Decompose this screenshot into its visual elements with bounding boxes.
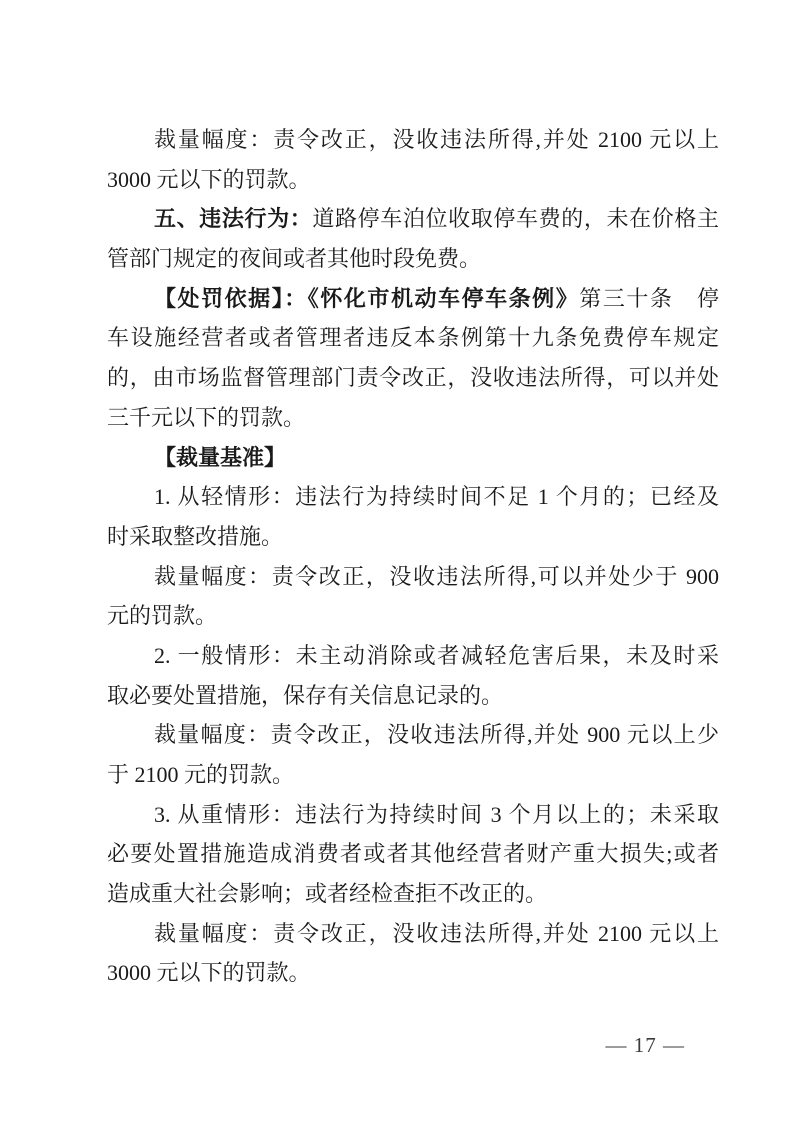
text-segment: 三千元以下的罚款。 — [107, 404, 306, 430]
text-segment: 裁量幅度：责令改正，没收违法所得,可以并处少于 900 — [154, 563, 719, 589]
text-line — [107, 755, 719, 795]
text-line — [107, 120, 719, 160]
text-segment: 必要处置措施造成消费者或者其他经营者财产重大损失;或者 — [107, 841, 719, 867]
text-line — [107, 199, 719, 239]
bold-text-segment: 【裁量基准】 — [154, 444, 287, 470]
text-segment: 元的罚款。 — [107, 603, 218, 629]
text-segment: 车设施经营者或者管理者违反本条例第十九条免费停车规定 — [107, 325, 719, 351]
text-segment: 取必要处置措施，保存有关信息记录的。 — [107, 682, 504, 708]
page-number: — 17 — — [605, 1033, 685, 1057]
text-segment: 2. 一般情形：未主动消除或者减轻危害后果，未及时采 — [154, 642, 719, 668]
text-segment: 裁量幅度：责令改正，没收违法所得,并处 2100 元以上 — [154, 127, 719, 152]
document-body — [107, 120, 719, 993]
text-segment: 于 2100 元的罚款。 — [107, 762, 295, 787]
bold-text-segment: 【处罚依据】：《怀化市机动车停车条例》 — [154, 285, 580, 311]
text-line — [107, 398, 719, 438]
text-line — [107, 438, 719, 478]
text-line — [107, 279, 719, 319]
text-line — [107, 557, 719, 597]
text-line — [107, 318, 719, 358]
text-segment: 第三十条 停 — [579, 285, 719, 311]
text-line — [107, 358, 719, 398]
text-segment: 的，由市场监督管理部门责令改正，没收违法所得，可以并处 — [107, 365, 719, 391]
text-line — [107, 160, 719, 200]
text-segment: 1. 从轻情形：违法行为持续时间不足 1 个月的；已经及 — [154, 484, 719, 510]
text-segment: 裁量幅度：责令改正，没收违法所得,并处 2100 元以上 — [154, 920, 719, 946]
text-line — [107, 517, 719, 557]
text-line — [107, 636, 719, 676]
text-segment: 裁量幅度：责令改正，没收违法所得,并处 900 元以上少 — [154, 722, 719, 748]
text-line — [107, 874, 719, 914]
text-segment: 3. 从重情形：违法行为持续时间 3 个月以上的；未采取 — [154, 801, 719, 827]
text-line — [107, 834, 719, 874]
text-segment: 道路停车泊位收取停车费的，未在价格主 — [312, 206, 719, 232]
text-line — [107, 477, 719, 517]
bold-text-segment: 五、违法行为： — [154, 206, 313, 232]
text-segment: 造成重大社会影响；或者经检查拒不改正的。 — [107, 881, 548, 907]
text-segment: 3000 元以下的罚款。 — [107, 960, 311, 986]
text-line — [107, 715, 719, 755]
page-footer — [606, 1031, 686, 1059]
text-segment: 3000 元以下的罚款。 — [107, 166, 311, 192]
text-line — [107, 239, 719, 279]
text-line — [107, 914, 719, 954]
text-line — [107, 596, 719, 636]
text-line — [107, 676, 719, 716]
text-segment: 时采取整改措施。 — [107, 523, 284, 549]
text-line — [107, 953, 719, 993]
text-segment: 管部门规定的夜间或者其他时段免费。 — [107, 246, 482, 272]
text-line — [107, 795, 719, 835]
